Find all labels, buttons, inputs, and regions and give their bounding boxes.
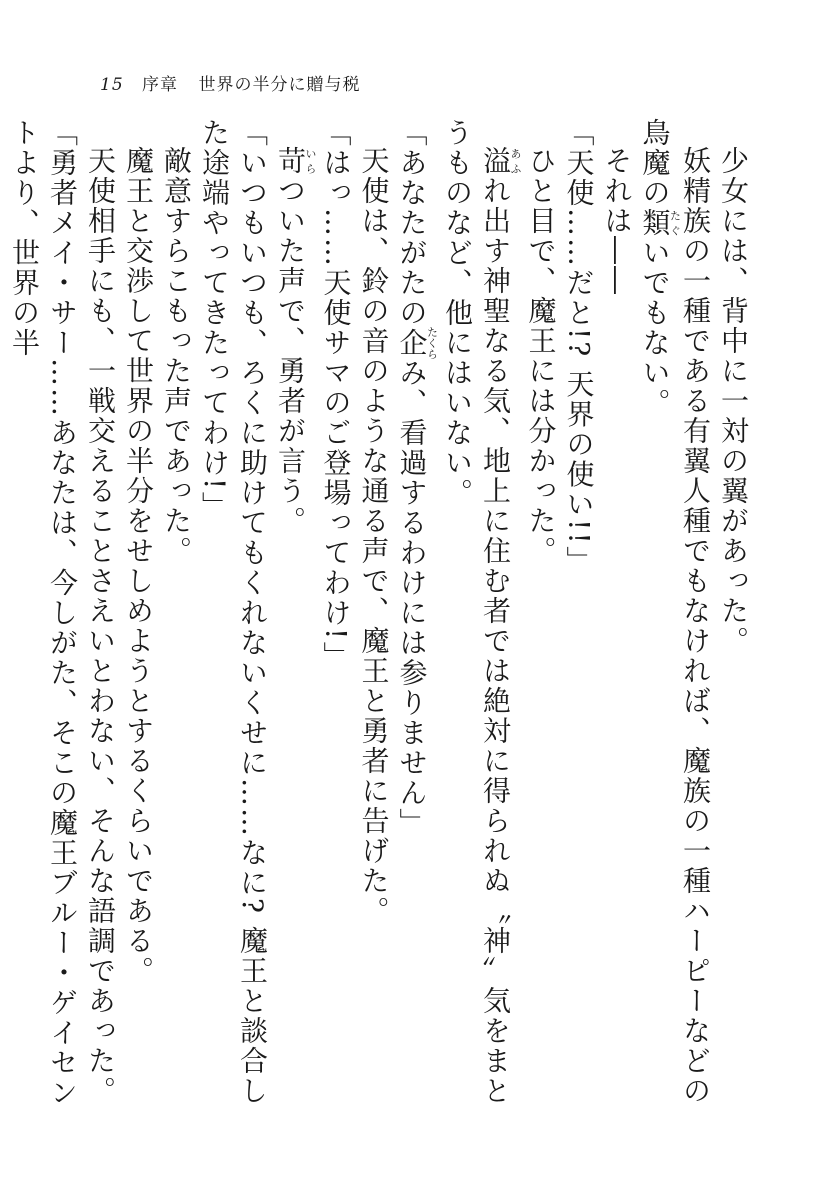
running-head xyxy=(100,70,360,95)
text-line: それは―― xyxy=(600,146,634,296)
text-line: 「天使……だと!? 天界の使い!!」 xyxy=(562,118,596,576)
text-line: 「あなたがたの企たくらみ、看過するわけには参りません」 xyxy=(395,118,439,838)
text-line: 敵意すらこもった声であった。 xyxy=(160,146,193,566)
ruby-reading: あふ xyxy=(509,146,522,176)
ruby-annotation: 苛いら xyxy=(274,146,317,176)
chapter-label: 序章 xyxy=(142,75,179,95)
text-line: 「はっ……天使サマのご登場ってわけ!」 xyxy=(319,118,353,672)
ruby-reading: たぐ xyxy=(668,208,682,238)
text-line: ひと目で、魔王には分かった。 xyxy=(524,146,558,566)
text-line: 天使相手にも、一戦交えることさえいとわない、そんな語調であった。 xyxy=(84,146,117,1106)
chapter-title: 世界の半分に贈与税 xyxy=(198,75,361,95)
text-line: 妖精族の一種である有翼人種でもなければ、魔族の一種ハーピーなどの鳥魔の類たぐいでもない。 xyxy=(638,118,712,1106)
text-line: 溢あふれ出す神聖なる気、地上に住む者では絶対に得られぬ〝神〟気をまとうものなど、他にはいない。 xyxy=(441,118,522,1106)
ruby-annotation: 企たくら xyxy=(395,326,439,360)
text-line: 天使は、鈴の音のような通る声で、魔王と勇者に告げた。 xyxy=(357,146,391,926)
text-line: 少女には、背中に一対の翼があった。 xyxy=(717,146,750,656)
text-line: 苛いらついた声で、勇者が言う。 xyxy=(274,146,317,536)
body-text xyxy=(5,118,752,1118)
text-line: 「いつもいつも、ろくに助けてもくれないくせに……なに? 魔王と談合した途端やってきたってわけ!」 xyxy=(198,118,269,1106)
ruby-reading: たくら xyxy=(425,326,439,360)
ruby-reading: いら xyxy=(304,146,317,176)
text-line: 「勇者メイ・サー……あなたは、今しがた、そこの魔王ブルー・ゲイセントより、世界の半 xyxy=(8,118,79,1108)
ruby-annotation: 溢あふ xyxy=(479,146,522,176)
text-line: 魔王と交渉して世界の半分をせしめようとするくらいである。 xyxy=(122,146,155,986)
ruby-annotation: 類たぐ xyxy=(638,208,682,238)
page-number: 15 xyxy=(100,75,124,95)
